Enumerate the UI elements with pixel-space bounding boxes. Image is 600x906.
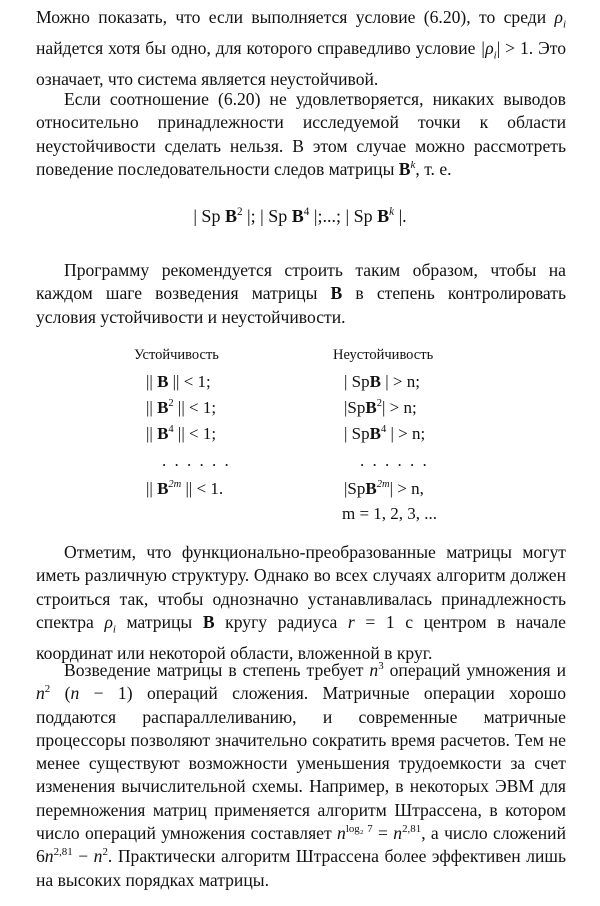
instability-condition: | SpB$^4$ | > n;: [344, 424, 426, 443]
paragraph-instability-condition: Можно показать, что если выполняется условие (6.20), то среди $\rho_i$ найдется хотя бы одно, для которого справедливо условие $|\rho_i| > 1$. Это означает, что система является неустойчивой.: [36, 7, 566, 89]
paragraph-matrix-structure: Отметим, что функционально-преобразованные матрицы могут иметь различную структуру. Однако во всех случаях алгоритм должен строиться так, чтобы однозначно устанавливалась принадлежность спектра $\rho_i$ матрицы B кругу радиуса r = 1 с центром в начале координат или некоторой области, вложенной в круг.: [36, 542, 566, 663]
instability-condition: | SpB | > n;: [344, 372, 420, 391]
instability-condition: |SpB$^2$| > n;: [344, 398, 417, 417]
m-range: m = 1, 2, 3, ...: [342, 504, 438, 523]
ellipsis-row: . . . . . .: [162, 451, 231, 470]
stability-header: Устойчивость: [134, 347, 219, 363]
instability-header: Неустойчивость: [333, 347, 434, 363]
stability-condition: || B || < 1;: [146, 372, 211, 391]
paragraph-program-recommendation: Программу рекомендуется строить таким образом, чтобы на каждом шаге возведения матрицы B в степень контролировать условия устойчивости и неустойчивости.: [36, 260, 566, 327]
paragraph-trace-sequence: Если соотношение (6.20) не удовлетворяется, никаких выводов относительно принадлежности исследуемой точки к области неустойчивости сделать нельзя. В этом случае можно рассмотреть поведение последовательности следов матрицы $B^k$, т. е.: [36, 89, 566, 179]
stability-condition: || $B^{2m}$ || < 1.: [146, 479, 224, 498]
trace-formula: | Sp $B^2$ |; | Sp $B^4$ |;...; | Sp $B^k$ |.: [193, 205, 407, 226]
stability-condition: || $B^2$ || < 1;: [146, 398, 217, 417]
paragraph-strassen: Возведение матрицы в степень требует $n^3$ операций умножения и $n^2$ (n − 1) операций сложения. Матричные операции хорошо поддаются распараллеливанию, и современные матричные процессоры позволяют значительно сократить время расчетов. Тем не менее существуют возможности уменьшения трудоемкости за счет изменения вычислительной схемы. Например, в некоторых ЭВМ для перемножения матриц применяется алгоритм Штрассена, в котором число операций умножения составляет $n^{log_2 7} = n^{2,81}$, а число сложений $6n^{2,81} - n^2$. Практически алгоритм Штрассена более эффективен лишь на высоких порядках матрицы.: [36, 659, 567, 890]
ellipsis-row: . . . . . .: [360, 451, 429, 470]
instability-condition: |SpB$^{2m}$| > n,: [344, 479, 424, 498]
stability-condition: || $B^4$ || < 1;: [146, 424, 217, 443]
